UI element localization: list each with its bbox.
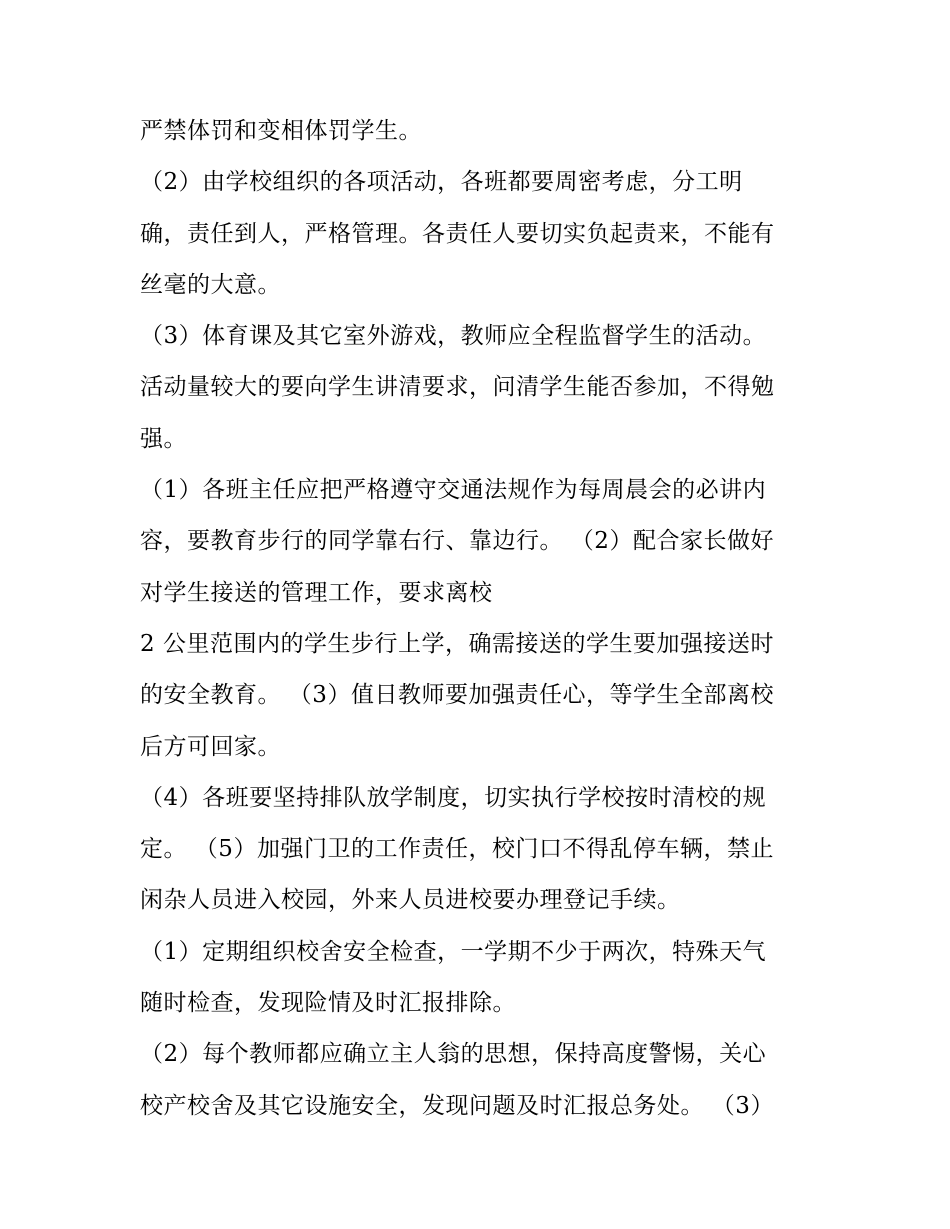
text-line: 容，要教育步行的同学靠右行、靠边行。 （2）配合家长做好: [140, 528, 774, 555]
text-line: 的安全教育。 （3）值日教师要加强责任心，等学生全部离校: [140, 682, 774, 709]
text-line: 强。: [140, 425, 187, 452]
text-line: 严禁体罚和变相体罚学生。: [140, 118, 422, 144]
text-line: 丝毫的大意。: [140, 271, 281, 298]
text-line: 闲杂人员进入校园，外来人员进校要办理登记手续。: [140, 887, 681, 914]
text-line: 后方可回家。: [140, 733, 281, 760]
text-line: 对学生接送的管理工作，要求离校: [140, 579, 493, 606]
text-line: 活动量较大的要向学生讲清要求，问清学生能否参加，不得勉: [140, 374, 775, 401]
text-line: 确，责任到人，严格管理。各责任人要切实负起责来，不能有: [140, 220, 775, 247]
text-line: （2）由学校组织的各项活动，各班都要周密考虑，分工明: [140, 169, 743, 196]
body-text: [140, 106, 830, 1132]
text-line: 2 公里范围内的学生步行上学，确需接送的学生要加强接送时: [140, 630, 774, 657]
text-line: （4）各班要坚持排队放学制度，切实执行学校按时清校的规: [140, 784, 767, 811]
text-line: （1）定期组织校舍安全检查，一学期不少于两次，特殊天气: [140, 938, 767, 965]
text-line: 随时检查，发现险情及时汇报排除。: [140, 990, 516, 1017]
text-line: （2）每个教师都应确立主人翁的思想，保持高度警惕，关心: [140, 1041, 767, 1068]
text-line: （1）各班主任应把严格遵守交通法规作为每周晨会的必讲内: [140, 477, 767, 504]
text-line: 定。 （5）加强门卫的工作责任，校门口不得乱停车辆，禁止: [140, 836, 774, 863]
text-line: （3）体育课及其它室外游戏，教师应全程监督学生的活动。: [140, 323, 767, 350]
text-line: 校产校舍及其它设施安全，发现问题及时汇报总务处。 （3）: [140, 1092, 774, 1119]
